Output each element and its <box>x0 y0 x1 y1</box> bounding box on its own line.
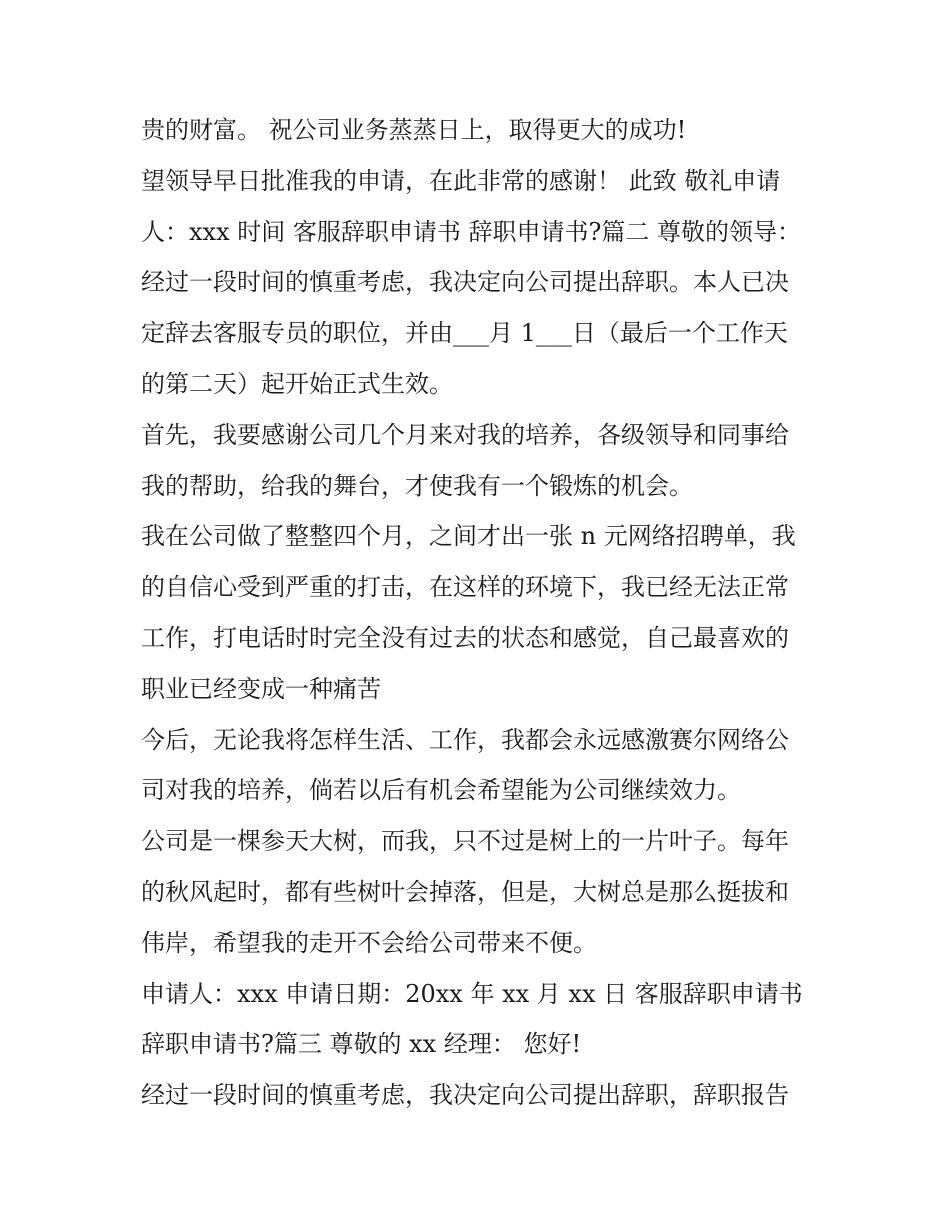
text-line-10: 的自信心受到严重的打击，在这样的环境下，我已经无法正常 <box>141 573 789 602</box>
text-line-6: 的第二天）起开始正式生效。 <box>141 369 453 398</box>
text-line-15: 公司是一棵参天大树，而我，只不过是树上的一片叶子。每年 <box>141 827 789 856</box>
text-line-7: 首先，我要感谢公司几个月来对我的培养，各级领导和同事给 <box>141 420 789 449</box>
text-line-14: 司对我的培养，倘若以后有机会希望能为公司继续效力。 <box>141 776 741 805</box>
text-line-12: 职业已经变成一种痛苦 <box>141 674 381 703</box>
text-line-4: 经过一段时间的慎重考虑，我决定向公司提出辞职。本人已决 <box>141 268 789 297</box>
text-line-11: 工作，打电话时时完全没有过去的状态和感觉，自己最喜欢的 <box>141 623 789 652</box>
text-line-5: 定辞去客服专员的职位，并由___月 1___日（最后一个工作天 <box>141 319 788 348</box>
text-line-3: 人：xxx 时间 客服辞职申请书 辞职申请书?篇二 尊敬的领导： <box>141 217 801 246</box>
text-line-20: 经过一段时间的慎重考虑，我决定向公司提出辞职，辞职报告 <box>141 1081 789 1110</box>
text-line-2: 望领导早日批准我的申请，在此非常的感谢！ 此致 敬礼申请 <box>141 166 781 195</box>
text-line-19: 辞职申请书?篇三 尊敬的 xx 经理： 您好! <box>141 1030 582 1059</box>
text-line-8: 我的帮助，给我的舞台，才使我有一个锻炼的机会。 <box>141 471 693 500</box>
text-line-1: 贵的财富。 祝公司业务蒸蒸日上，取得更大的成功! <box>141 116 687 144</box>
document-body <box>141 105 816 1121</box>
text-line-9: 我在公司做了整整四个月，之间才出一张 n 元网络招聘单，我 <box>141 522 796 551</box>
text-line-17: 伟岸，希望我的走开不会给公司带来不便。 <box>141 928 597 957</box>
text-line-16: 的秋风起时，都有些树叶会掉落，但是，大树总是那么挺拔和 <box>141 877 789 906</box>
text-line-18: 申请人：xxx 申请日期：20xx 年 xx 月 xx 日 客服辞职申请书 <box>141 979 803 1008</box>
text-line-13: 今后，无论我将怎样生活、工作，我都会永远感激赛尔网络公 <box>141 725 789 754</box>
